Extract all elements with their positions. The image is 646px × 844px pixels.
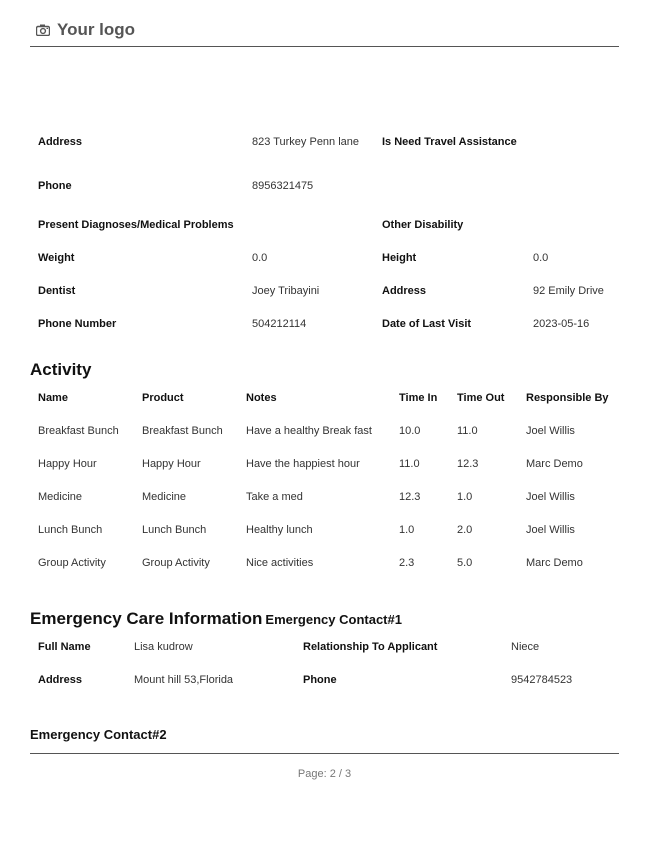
travel-assistance-label: Is Need Travel Assistance bbox=[382, 136, 517, 148]
column-header: Time In bbox=[399, 391, 438, 404]
table-row bbox=[30, 164, 619, 208]
height-label: Height bbox=[382, 251, 417, 264]
column-header: Product bbox=[142, 391, 184, 404]
applicant-info-table bbox=[30, 120, 619, 340]
relationship-label: Relationship To Applicant bbox=[303, 640, 438, 653]
table-cell: Lunch Bunch bbox=[142, 523, 207, 536]
table-cell: Medicine bbox=[38, 490, 83, 503]
travel-assistance-value bbox=[525, 120, 619, 164]
table-cell: Nice activities bbox=[246, 556, 314, 569]
table-cell: 1.0 bbox=[457, 490, 473, 503]
table-cell: Have the happiest hour bbox=[246, 457, 360, 470]
last-visit-label: Date of Last Visit bbox=[382, 317, 472, 330]
activity-table bbox=[30, 381, 619, 579]
table-row bbox=[30, 307, 619, 340]
table-row bbox=[30, 630, 619, 663]
table-cell: Joel Willis bbox=[526, 424, 575, 437]
table-cell: Happy Hour bbox=[38, 457, 97, 470]
table-row bbox=[30, 663, 619, 696]
column-header: Time Out bbox=[457, 391, 505, 404]
table-row bbox=[30, 546, 619, 579]
table-cell: 12.3 bbox=[399, 490, 421, 503]
table-cell: Have a healthy Break fast bbox=[246, 424, 372, 437]
full-name-label: Full Name bbox=[38, 640, 91, 653]
table-cell: 11.0 bbox=[399, 457, 420, 470]
emergency-contact-1-table bbox=[30, 630, 619, 696]
activity-title: Activity bbox=[30, 360, 92, 379]
table-cell: 10.0 bbox=[399, 424, 421, 437]
table-row bbox=[30, 447, 619, 480]
phone-number-label: Phone Number bbox=[38, 317, 117, 330]
table-cell: 2.0 bbox=[457, 523, 473, 536]
page-footer bbox=[30, 753, 619, 780]
table-cell: Happy Hour bbox=[142, 457, 201, 470]
phone-value: 8956321475 bbox=[252, 180, 314, 192]
logo bbox=[36, 20, 135, 40]
table-row bbox=[30, 480, 619, 513]
column-header: Responsible By bbox=[526, 391, 609, 404]
contact-phone-label: Phone bbox=[303, 673, 337, 686]
table-cell: Marc Demo bbox=[526, 457, 583, 470]
dentist-value: Joey Tribayini bbox=[252, 284, 320, 297]
full-name-value: Lisa kudrow bbox=[134, 640, 193, 653]
table-row bbox=[30, 414, 619, 447]
table-cell: Take a med bbox=[246, 490, 303, 503]
table-row bbox=[30, 513, 619, 546]
emergency-care-section-title bbox=[30, 609, 402, 629]
emergency-contact-1-title: Emergency Contact#1 bbox=[265, 612, 402, 627]
phone-number-value: 504212114 bbox=[252, 317, 307, 330]
last-visit-value: 2023-05-16 bbox=[533, 317, 590, 330]
height-value: 0.0 bbox=[533, 251, 549, 264]
column-header: Name bbox=[38, 391, 68, 404]
table-cell: Marc Demo bbox=[526, 556, 583, 569]
dentist-address-label: Address bbox=[382, 284, 427, 297]
table-cell: Breakfast Bunch bbox=[38, 424, 119, 437]
relationship-value: Niece bbox=[511, 640, 540, 653]
column-header: Notes bbox=[246, 391, 277, 404]
table-row bbox=[30, 120, 619, 164]
table-cell: Group Activity bbox=[38, 556, 106, 569]
camera-icon bbox=[36, 24, 50, 36]
table-cell: Healthy lunch bbox=[246, 523, 313, 536]
table-cell: 11.0 bbox=[457, 424, 478, 437]
contact-address-value: Mount hill 53,Florida bbox=[134, 673, 234, 686]
page-number: Page: 2 / 3 bbox=[297, 768, 352, 780]
table-cell: 1.0 bbox=[399, 523, 415, 536]
weight-label: Weight bbox=[38, 251, 75, 264]
dentist-label: Dentist bbox=[38, 284, 76, 297]
contact-address-label: Address bbox=[38, 673, 83, 686]
table-row bbox=[30, 274, 619, 307]
diagnoses-label: Present Diagnoses/Medical Problems bbox=[38, 218, 234, 231]
contact-phone-value: 9542784523 bbox=[511, 673, 573, 686]
table-row bbox=[30, 208, 619, 241]
table-cell: Breakfast Bunch bbox=[142, 424, 223, 437]
table-row bbox=[30, 241, 619, 274]
address-label: Address bbox=[38, 136, 83, 148]
phone-label: Phone bbox=[38, 180, 72, 192]
dentist-address-value: 92 Emily Drive bbox=[533, 284, 604, 297]
table-cell: 5.0 bbox=[457, 556, 473, 569]
other-disability-label: Other Disability bbox=[382, 218, 464, 231]
emergency-care-title: Emergency Care Information bbox=[30, 609, 263, 628]
address-value: 823 Turkey Penn lane bbox=[252, 136, 360, 148]
table-cell: Group Activity bbox=[142, 556, 210, 569]
table-cell: Medicine bbox=[142, 490, 187, 503]
table-cell: Lunch Bunch bbox=[38, 523, 103, 536]
table-cell: Joel Willis bbox=[526, 523, 575, 536]
table-cell: Joel Willis bbox=[526, 490, 575, 503]
table-header-row bbox=[30, 381, 619, 414]
logo-text: Your logo bbox=[57, 20, 136, 39]
table-cell: 2.3 bbox=[399, 556, 415, 569]
weight-value: 0.0 bbox=[252, 251, 268, 264]
page-header bbox=[30, 18, 619, 47]
emergency-contact-2-title: Emergency Contact#2 bbox=[30, 727, 167, 742]
table-cell: 12.3 bbox=[457, 457, 479, 470]
